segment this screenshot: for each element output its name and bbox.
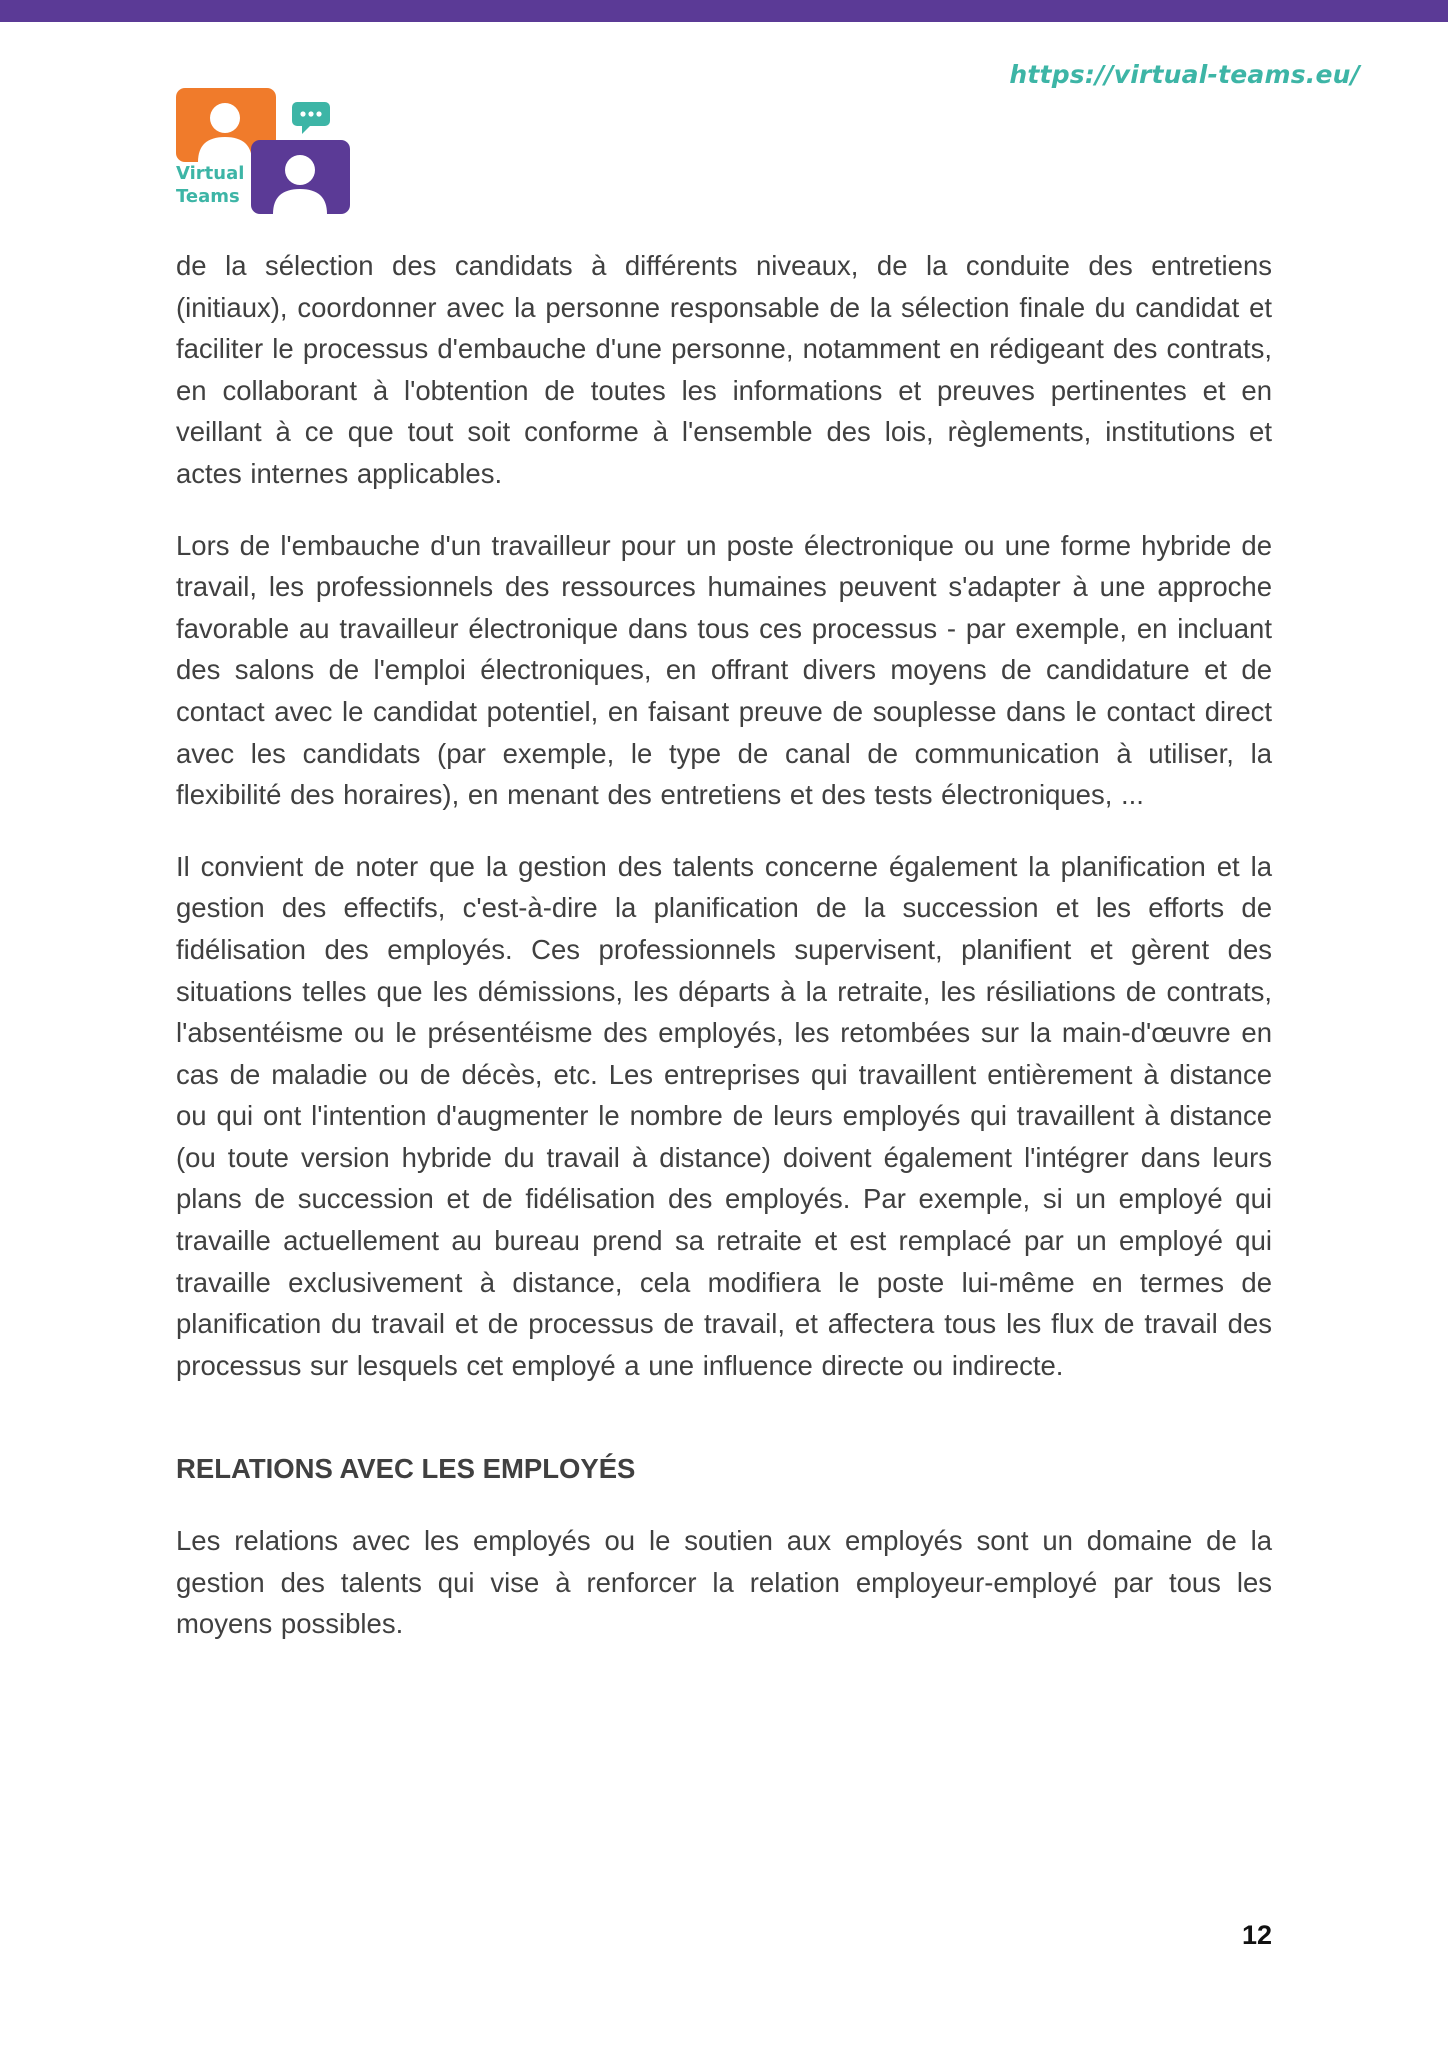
top-color-bar <box>0 0 1448 22</box>
body-paragraph-3: Il convient de noter que la gestion des talents concerne également la planification et la gestion des effectifs, c'est-à-dire la planification de la succession et les efforts de fidélisation des employés. Ces professionnels supervisent, planifient et gèrent des situations telles que les démissions, les départs à la retraite, les résiliations de contrats, l'absentéisme ou le présentéisme des employés, les retombées sur la main-d'œuvre en cas de maladie ou de décès, etc. Les entreprises qui travaillent entièrement à distance ou qui ont l'intention d'augmenter le nombre de leurs employés qui travaillent à distance (ou toute version hybride du travail à distance) doivent également l'intégrer dans leurs plans de succession et de fidélisation des employés. Par exemple, si un employé qui travaille actuellement au bureau prend sa retraite et est remplacé par un employé qui travaille exclusivement à distance, cela modifiera le poste lui-même en termes de planification du travail et de processus de travail, et affectera tous les flux de travail des processus sur lesquels cet employé a une influence directe ou indirecte. <box>176 850 1272 1381</box>
body-paragraph-1: de la sélection des candidats à différents niveaux, de la conduite des entretiens (initiaux), coordonner avec la personne responsable de la sélection finale du candidat et faciliter le processus d'embauche d'une personne, notamment en rédigeant des contrats, en collaborant à l'obtention de toutes les informations et preuves pertinentes et en veillant à ce que tout soit conforme à l'ensemble des lois, règlements, institutions et actes internes applicables. <box>176 250 1272 489</box>
logo-chat-dot-1 <box>300 111 305 116</box>
section-heading: RELATIONS AVEC LES EMPLOYÉS <box>176 1453 636 1485</box>
logo-chat-dot-3 <box>316 111 321 116</box>
logo-chat-bubble-tail <box>302 126 310 134</box>
body-paragraph-4: Les relations avec les employés ou le soutien aux employés sont un domaine de la gestion des talents qui vise à renforcer la relation employeur-employé par tous les moyens possibles. <box>176 1525 1272 1640</box>
virtual-teams-logo <box>176 88 351 214</box>
logo-wordmark <box>176 162 246 208</box>
header-url[interactable]: https://virtual-teams.eu/ <box>1009 60 1360 89</box>
body-paragraph-2: Lors de l'embauche d'un travailleur pour un poste électronique ou une forme hybride de travail, les professionnels des ressources humaines peuvent s'adapter à une approche favorable au travailleur électronique dans tous ces processus - par exemple, en incluant des salons de l'emploi électroniques, en offrant divers moyens de candidature et de contact avec le candidat potentiel, en faisant preuve de souplesse dans le contact direct avec les candidats (par exemple, le type de canal de communication à utiliser, la flexibilité des horaires), en menant des entretiens et des tests électroniques, ... <box>176 529 1272 811</box>
logo-orange-person-head <box>210 103 240 133</box>
document-body <box>176 245 1272 1675</box>
page-number: 12 <box>1241 1920 1272 1950</box>
logo-chat-dot-2 <box>308 111 313 116</box>
logo-purple-person-head <box>285 155 315 185</box>
logo-wordmark-line-1: Virtual <box>176 163 245 184</box>
logo-wordmark-line-2: Teams <box>176 186 240 207</box>
